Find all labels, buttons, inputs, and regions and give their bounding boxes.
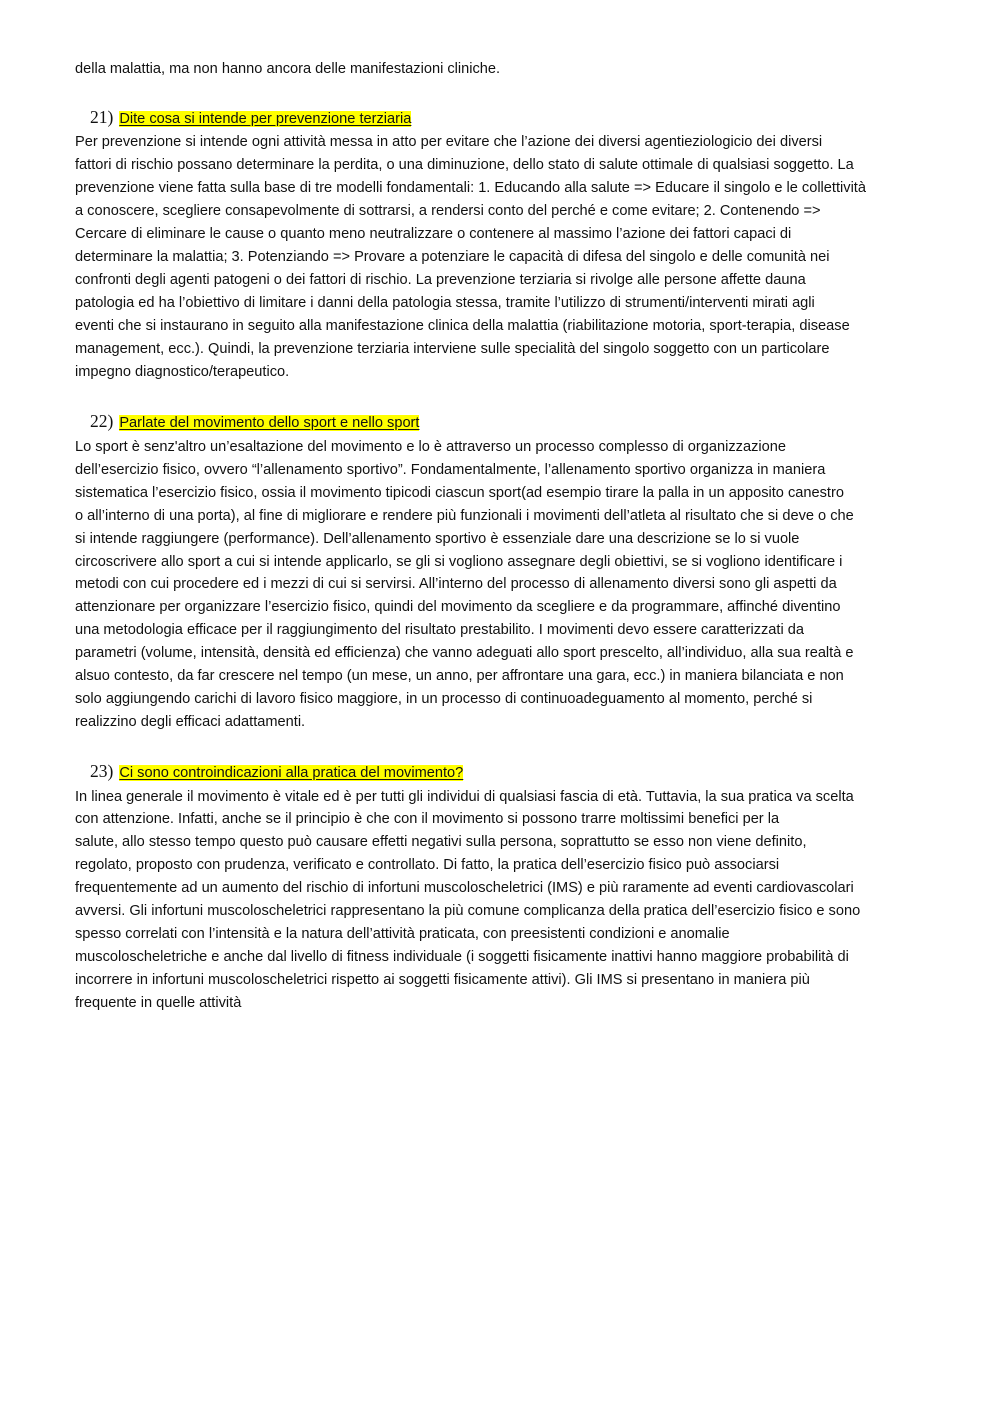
intro-text-line: della malattia, ma non hanno ancora delle manifestazioni cliniche. bbox=[75, 61, 501, 77]
section-21-heading bbox=[90, 106, 411, 130]
paragraph-line: frequente in quelle attività bbox=[75, 995, 242, 1011]
paragraph-line: fattori di rischio possano determinare la perdita, o una diminuzione, dello stato di salute ottimale di qualsiasi soggetto. La bbox=[75, 157, 854, 173]
section-number: 23) bbox=[90, 761, 114, 781]
section-number: 22) bbox=[90, 411, 114, 431]
paragraph-line: muscoloscheletriche e anche dal livello di fitness individuale (i soggetti fisicamente inattivi hanno maggiore probabilità di bbox=[75, 949, 849, 965]
paragraph-line: management, ecc.). Quindi, la prevenzione terziaria interviene sulle specialità del singolo soggetto con un particolare bbox=[75, 341, 830, 357]
paragraph-line: avversi. Gli infortuni muscoloscheletrici rappresentano la più comune complicanza della pratica dell’esercizio fisico e sono bbox=[75, 903, 861, 919]
paragraph-line: spesso correlati con l’intensità e la natura dell’attività praticata, con preesistenti condizioni e anomalie bbox=[75, 926, 730, 942]
paragraph-line: alsuo contesto, da far crescere nel tempo (un mese, un anno, per affrontare una gara, ecc.) in maniera bilanciata e non bbox=[75, 668, 844, 684]
paragraph-line: patologia ed ha l’obiettivo di limitare i danni della patologia stessa, tramite l’utilizzo di strumenti/interventi mirati agli bbox=[75, 295, 815, 311]
paragraph-line: realizzino degli efficaci adattamenti. bbox=[75, 714, 306, 730]
paragraph-line: dell’esercizio fisico, ovvero “l’allenamento sportivo”. Fondamentalmente, l’allenamento sportivo organizza in maniera bbox=[75, 462, 826, 478]
paragraph-line: parametri (volume, intensità, densità ed efficienza) che vanno adeguati allo sport prescelto, all’individuo, alla sua realtà e bbox=[75, 645, 854, 661]
paragraph-line: Per prevenzione si intende ogni attività messa in atto per evitare che l’azione dei diversi agentieziologicio dei diversi bbox=[75, 134, 823, 150]
paragraph-line: confronti degli agenti patogeni o dei fattori di rischio. La prevenzione terziaria si rivolge alle persone affette dauna bbox=[75, 272, 806, 288]
paragraph-line: si intende raggiungere (performance). Dell’allenamento sportivo è essenziale dare una descrizione se lo si vuole bbox=[75, 531, 800, 547]
paragraph-line: prevenzione viene fatta sulla base di tre modelli fondamentali: 1. Educando alla salute => Educare il singolo e le collettività bbox=[75, 180, 866, 196]
paragraph-line: incorrere in infortuni muscoloscheletrici rispetto ai soggetti fisicamente attivi). Gli IMS si presentano in maniera più bbox=[75, 972, 810, 988]
section-22-heading bbox=[90, 410, 419, 434]
paragraph-line: sistematica l’esercizio fisico, ossia il movimento tipicodi ciascun sport(ad esempio tirare la palla in un apposito canestro bbox=[75, 485, 844, 501]
paragraph-line: metodi con cui procedere ed i mezzi di cui si servirsi. All’interno del processo di allenamento diversi sono gli aspetti da bbox=[75, 576, 837, 592]
paragraph-line: con attenzione. Infatti, anche se il principio è che con il movimento si possono trarre moltissimi benefici per la bbox=[75, 811, 780, 827]
paragraph-line: Cercare di eliminare le cause o quanto meno neutralizzare o contenere al massimo l’azione dei fattori capaci di bbox=[75, 226, 792, 242]
section-23-heading bbox=[90, 760, 463, 784]
paragraph-line: regolato, proposto con prudenza, verificato e controllato. Di fatto, la pratica dell’esercizio fisico può associarsi bbox=[75, 857, 780, 873]
paragraph-line: salute, allo stesso tempo questo può causare effetti negativi sulla persona, soprattutto se esso non viene definito, bbox=[75, 834, 807, 850]
paragraph-line: attenzionare per organizzare l’esercizio fisico, quindi del movimento da scegliere e da programmare, affinché diventino bbox=[75, 599, 841, 615]
paragraph-line: impegno diagnostico/terapeutico. bbox=[75, 364, 290, 380]
paragraph-line: a conoscere, scegliere consapevolmente di sottrarsi, a rendersi conto del perché e come evitare; 2. Contenendo => bbox=[75, 203, 821, 219]
section-title: Dite cosa si intende per prevenzione terziaria bbox=[119, 111, 412, 127]
paragraph-line: circoscrivere allo sport a cui si intende applicarlo, se gli si vogliono assegnare degli obiettivi, se si vogliono identificare i bbox=[75, 554, 843, 570]
paragraph-line: In linea generale il movimento è vitale ed è per tutti gli individui di qualsiasi fascia di età. Tuttavia, la sua pratica va scelta bbox=[75, 789, 854, 805]
section-title: Parlate del movimento dello sport e nello sport bbox=[119, 415, 420, 431]
section-title: Ci sono controindicazioni alla pratica del movimento? bbox=[119, 765, 464, 781]
paragraph-line: o all’interno di una porta), al fine di migliorare e rendere più funzionali i movimenti dell’atleta al risultato che si deve o che bbox=[75, 508, 854, 524]
paragraph-line: una metodologia efficace per il raggiungimento del risultato prestabilito. I movimenti devo essere caratterizzati da bbox=[75, 622, 804, 638]
paragraph-line: solo aggiungendo carichi di lavoro fisico maggiore, in un processo di continuoadeguamento al momento, perché si bbox=[75, 691, 813, 707]
paragraph-line: determinare la malattia; 3. Potenziando => Provare a potenziare le capacità di difesa del singolo e delle comunità nei bbox=[75, 249, 830, 265]
section-number: 21) bbox=[90, 107, 114, 127]
paragraph-line: frequentemente ad un aumento del rischio di infortuni muscoloscheletrici (IMS) e più raramente ad eventi cardiovascolari bbox=[75, 880, 854, 896]
paragraph-line: Lo sport è senz'altro un’esaltazione del movimento e lo è attraverso un processo complesso di organizzazione bbox=[75, 439, 786, 455]
paragraph-line: eventi che si instaurano in seguito alla manifestazione clinica della malattia (riabilitazione motoria, sport-terapia, disease bbox=[75, 318, 850, 334]
